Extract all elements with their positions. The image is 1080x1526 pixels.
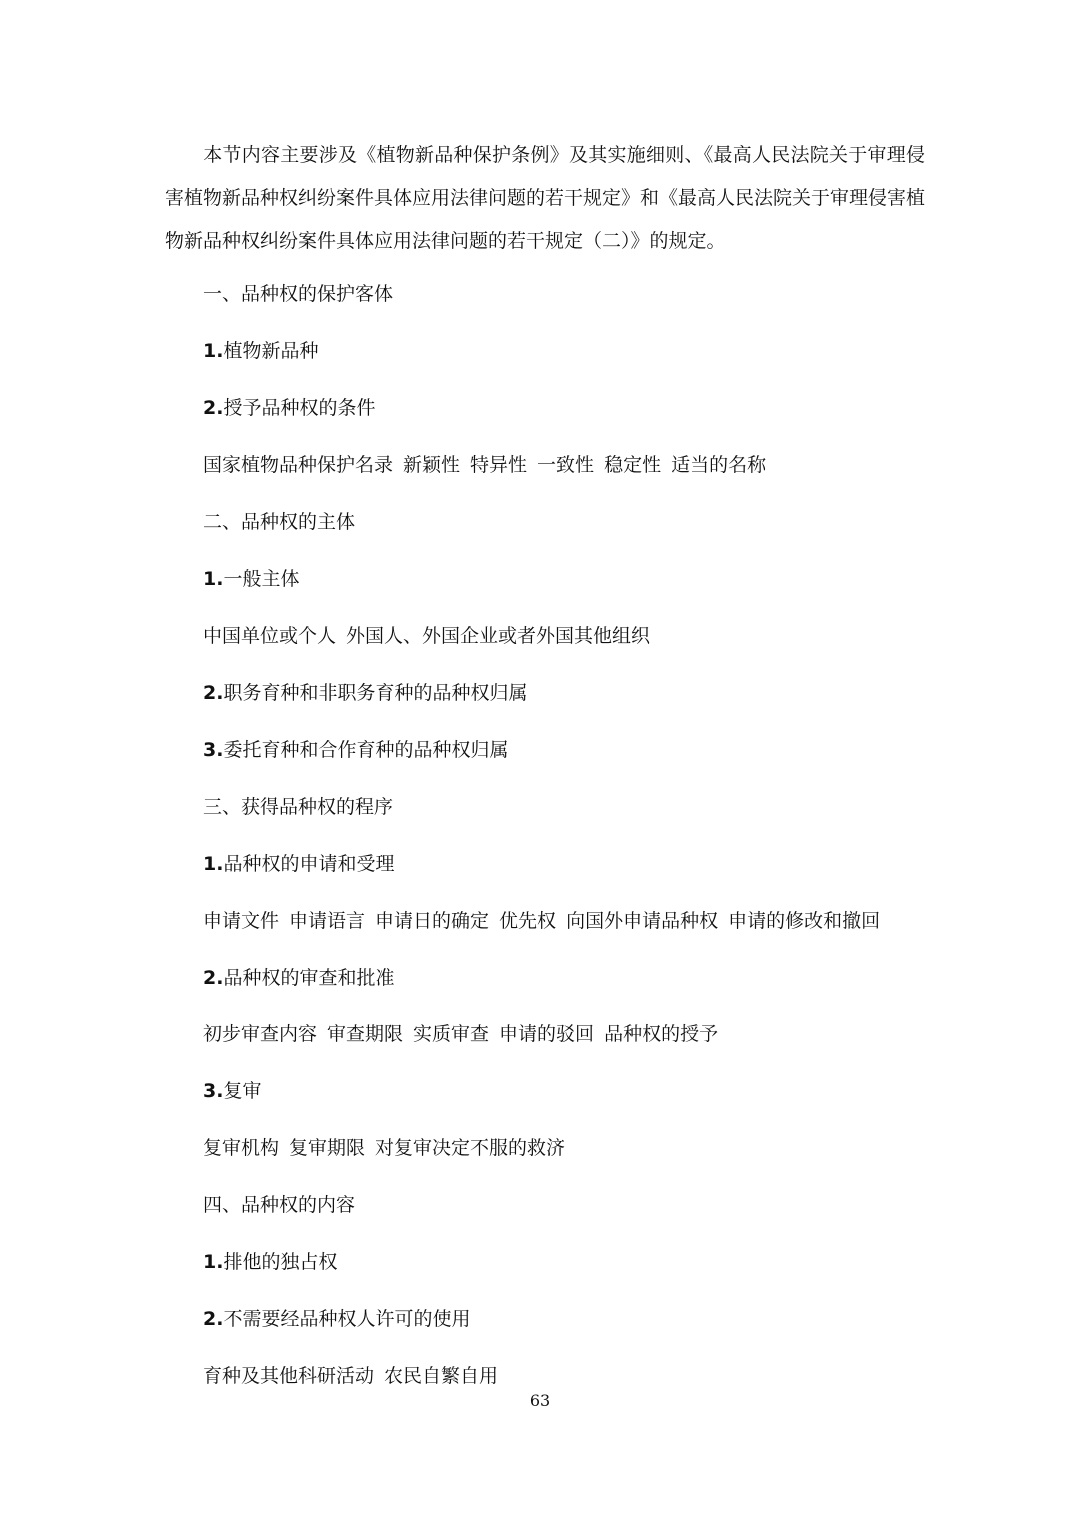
subheading-2-2 bbox=[203, 681, 527, 705]
keyword-line-4 bbox=[203, 1364, 508, 1388]
keyword: 特异性 bbox=[470, 454, 528, 476]
item-text: 排他的独占权 bbox=[223, 1251, 338, 1273]
keyword-line-1 bbox=[203, 453, 776, 477]
subheading-3-1 bbox=[203, 852, 394, 876]
item-text: 品种权的审查和批准 bbox=[223, 967, 395, 989]
keyword-line-3a bbox=[203, 909, 890, 933]
keyword: 申请的修改和撤回 bbox=[728, 910, 881, 932]
keyword: 一致性 bbox=[537, 454, 595, 476]
item-number: 1. bbox=[203, 1251, 224, 1273]
keyword: 向国外申请品种权 bbox=[566, 910, 719, 932]
section-heading-3: 三、获得品种权的程序 bbox=[203, 796, 394, 818]
item-text: 品种权的申请和受理 bbox=[223, 853, 395, 875]
keyword-line-2 bbox=[203, 624, 660, 648]
keyword-line-3c bbox=[203, 1136, 575, 1160]
section-heading-1: 一、品种权的保护客体 bbox=[203, 283, 394, 305]
page-number: 63 bbox=[529, 1391, 551, 1410]
keyword: 对复审决定不服的救济 bbox=[375, 1137, 566, 1159]
item-number: 1. bbox=[203, 853, 224, 875]
keyword: 实质审查 bbox=[413, 1023, 490, 1045]
subheading-1-1 bbox=[203, 339, 318, 363]
item-number: 3. bbox=[203, 739, 224, 761]
item-number: 1. bbox=[203, 568, 224, 590]
keyword: 申请文件 bbox=[203, 910, 280, 932]
subheading-2-1 bbox=[203, 567, 299, 591]
keyword: 稳定性 bbox=[604, 454, 662, 476]
item-number: 1. bbox=[203, 340, 224, 362]
subheading-3-3 bbox=[203, 1079, 261, 1103]
keyword: 品种权的授予 bbox=[604, 1023, 719, 1045]
subheading-3-2 bbox=[203, 966, 394, 990]
keyword: 申请日的确定 bbox=[375, 910, 490, 932]
keyword: 复审期限 bbox=[289, 1137, 366, 1159]
keyword: 申请的驳回 bbox=[499, 1023, 595, 1045]
keyword-line-3b bbox=[203, 1022, 728, 1046]
subheading-4-2 bbox=[203, 1307, 470, 1331]
item-text: 一般主体 bbox=[223, 568, 300, 590]
keyword: 农民自繁自用 bbox=[384, 1365, 499, 1387]
section-heading-2: 二、品种权的主体 bbox=[203, 511, 356, 533]
keyword: 适当的名称 bbox=[671, 454, 767, 476]
item-number: 2. bbox=[203, 397, 224, 419]
keyword: 新颖性 bbox=[403, 454, 461, 476]
keyword: 国家植物品种保护名录 bbox=[203, 454, 394, 476]
item-text: 委托育种和合作育种的品种权归属 bbox=[223, 739, 509, 761]
item-text: 不需要经品种权人许可的使用 bbox=[223, 1308, 471, 1330]
keyword: 育种及其他科研活动 bbox=[203, 1365, 375, 1387]
intro-text: 本节内容主要涉及《植物新品种保护条例》及其实施细则、《最高人民法院关于审理侵害植物新品种权纠纷案件具体应用法律问题的若干规定》和《最高人民法院关于审理侵害植物新品种权纠纷案件具体应用法律问题的若干规定（二）》的规定。 bbox=[165, 144, 926, 252]
keyword: 复审机构 bbox=[203, 1137, 280, 1159]
subheading-2-3 bbox=[203, 738, 508, 762]
subheading-1-2 bbox=[203, 396, 375, 420]
keyword: 审查期限 bbox=[327, 1023, 404, 1045]
item-number: 3. bbox=[203, 1080, 224, 1102]
item-number: 2. bbox=[203, 1308, 224, 1330]
keyword: 初步审查内容 bbox=[203, 1023, 318, 1045]
subheading-4-1 bbox=[203, 1250, 337, 1274]
keyword: 申请语言 bbox=[289, 910, 366, 932]
keyword: 中国单位或个人 bbox=[203, 625, 337, 647]
item-text: 植物新品种 bbox=[223, 340, 319, 362]
item-text: 职务育种和非职务育种的品种权归属 bbox=[223, 682, 528, 704]
item-number: 2. bbox=[203, 967, 224, 989]
item-text: 复审 bbox=[223, 1080, 262, 1102]
keyword: 外国人、外国企业或者外国其他组织 bbox=[346, 625, 651, 647]
section-heading-4: 四、品种权的内容 bbox=[203, 1194, 356, 1216]
intro-paragraph bbox=[165, 134, 925, 263]
item-number: 2. bbox=[203, 682, 224, 704]
item-text: 授予品种权的条件 bbox=[223, 397, 376, 419]
keyword: 优先权 bbox=[499, 910, 557, 932]
